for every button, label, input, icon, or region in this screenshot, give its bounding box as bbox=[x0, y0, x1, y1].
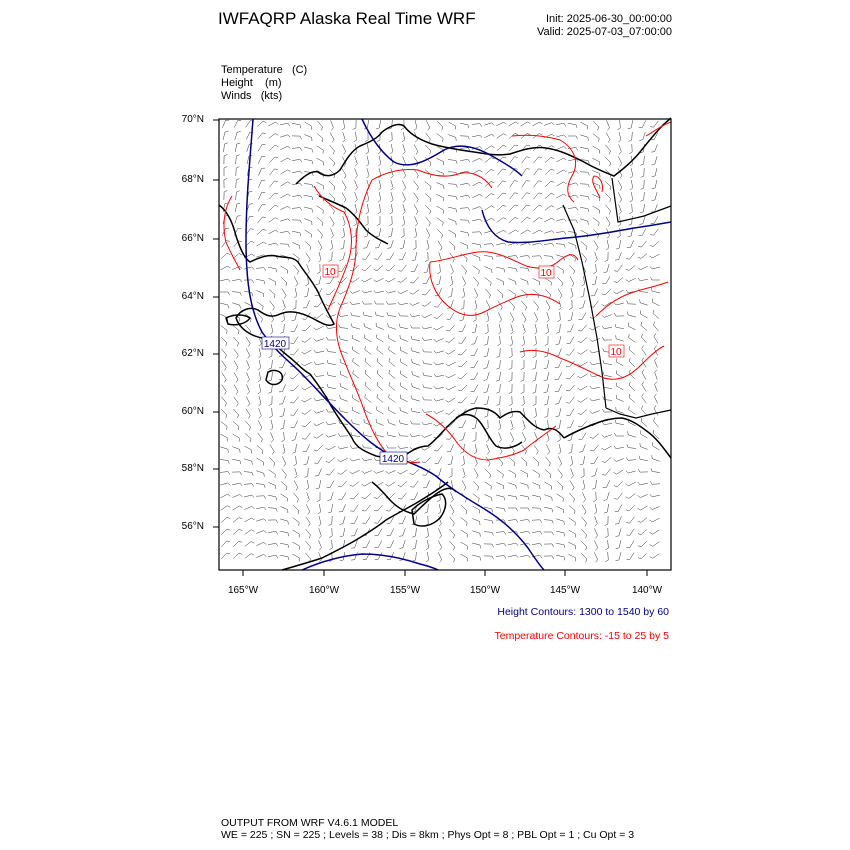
lat-label-62n: 62°N bbox=[181, 348, 204, 359]
field-height: Height (m) bbox=[221, 77, 282, 89]
temperature-contour-1 bbox=[224, 196, 240, 270]
temperature-label-3: 10 bbox=[610, 347, 622, 358]
lat-label-60n: 60°N bbox=[181, 406, 204, 417]
valid-time: Valid: 2025-07-03_07:00:00 bbox=[537, 26, 672, 38]
lon-label-145w: 145°W bbox=[549, 585, 581, 596]
map-title: IWFAQRP Alaska Real Time WRF bbox=[218, 9, 476, 28]
height-contour-2 bbox=[362, 119, 522, 176]
lat-label-56n: 56°N bbox=[181, 521, 204, 532]
footer-model: OUTPUT FROM WRF V4.6.1 MODEL bbox=[221, 817, 399, 829]
lat-label-70n: 70°N bbox=[181, 114, 204, 125]
temperature-label-2: 10 bbox=[540, 268, 552, 279]
footer-settings: WE = 225 ; SN = 225 ; Levels = 38 ; Dis = 8km ; Phys Opt = 8 ; PBL Opt = 1 ; Cu Opt = 3 bbox=[221, 829, 635, 841]
kenai-peninsula bbox=[456, 415, 522, 449]
temperature-contour-8 bbox=[520, 346, 664, 379]
lon-label-165w: 165°W bbox=[227, 585, 259, 596]
lon-label-155w: 155°W bbox=[389, 585, 421, 596]
temperature-contour-5 bbox=[512, 135, 576, 202]
lon-label-140w: 140°W bbox=[631, 585, 663, 596]
border-southeast bbox=[606, 408, 671, 418]
lon-label-150w: 150°W bbox=[469, 585, 501, 596]
lat-label-68n: 68°N bbox=[181, 174, 204, 185]
temperature-contours-note: Temperature Contours: -15 to 25 by 5 bbox=[494, 630, 669, 642]
height-label-2: 1420 bbox=[381, 454, 405, 465]
temperature-contours bbox=[224, 122, 671, 463]
borders bbox=[563, 178, 671, 418]
height-contour-4 bbox=[302, 554, 438, 570]
field-winds: Winds (kts) bbox=[221, 90, 283, 102]
init-time: Init: 2025-06-30_00:00:00 bbox=[546, 13, 672, 25]
height-label-1: 1420 bbox=[263, 339, 287, 350]
lon-label-160w: 160°W bbox=[308, 585, 340, 596]
temperature-contour-12 bbox=[593, 176, 603, 198]
lat-label-66n: 66°N bbox=[181, 233, 204, 244]
height-contours bbox=[246, 119, 671, 570]
field-temperature: Temperature (C) bbox=[221, 64, 308, 76]
height-contours-note: Height Contours: 1300 to 1540 by 60 bbox=[497, 606, 669, 618]
border-arctic bbox=[612, 178, 671, 222]
nunivak-island bbox=[266, 370, 282, 384]
temperature-contour-6 bbox=[430, 252, 578, 268]
temperature-label-1: 10 bbox=[324, 267, 336, 278]
lat-label-64n: 64°N bbox=[181, 291, 204, 302]
height-contour-3 bbox=[482, 210, 671, 243]
temperature-contour-9 bbox=[596, 282, 668, 316]
lat-label-58n: 58°N bbox=[181, 463, 204, 474]
